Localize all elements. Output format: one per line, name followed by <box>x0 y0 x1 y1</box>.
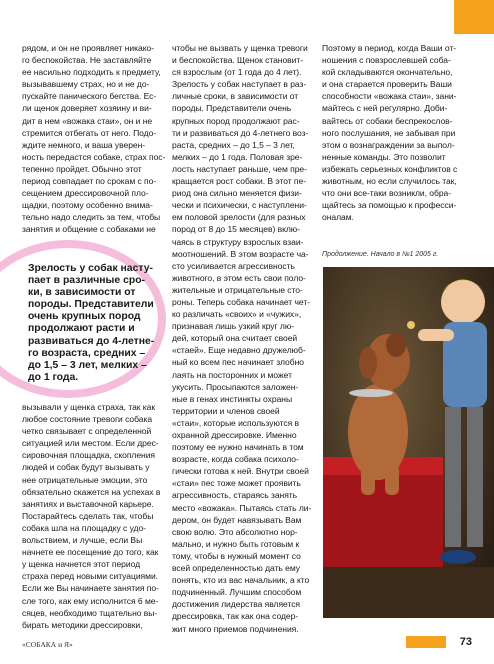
column-2-line: укусить. Просыпаются заложен- <box>172 381 299 392</box>
page-number-tab <box>406 636 446 648</box>
column-2-text <box>172 42 317 635</box>
column-2-line: дером, он будет навязывать Вам <box>172 514 302 525</box>
column-1-top-line: сещением дрессировочной пло- <box>22 188 149 199</box>
column-1-top-line: рядом, и он не проявляет никако- <box>22 43 154 53</box>
column-3-line: ношения с повзрослевшей соба- <box>322 55 451 66</box>
column-3-line: Поэтому в период, когда Ваши от- <box>322 43 457 53</box>
column-1-bottom-text <box>22 401 167 631</box>
column-3-line: майтесь с ней регулярно. Доби- <box>322 103 448 114</box>
column-3-line: и она старается проверить Ваши <box>322 79 452 90</box>
column-2-line: чаясь в структуру взрослых взаи- <box>172 236 304 247</box>
column-3-line: ненные команды. Это позволит <box>322 151 446 162</box>
column-1-bottom-line: Если же Вы начинаете занятия по- <box>22 583 159 594</box>
column-1-bottom-line: четко связывает с определенной <box>22 426 152 437</box>
column-2-line: ем половой зрелости (для разных <box>172 212 306 223</box>
column-3-line: вайтесь от собаки беспрекослов- <box>322 115 453 126</box>
column-2-line: признавая лишь узкий круг лю- <box>172 321 295 332</box>
pull-quote-line: породы. Представители <box>28 299 154 311</box>
column-2-line: и беспокойства. Щенок становит- <box>172 55 304 66</box>
column-3-text <box>322 42 490 223</box>
column-1-top-line: ли щенок доверяет хозяину и ви- <box>22 103 152 114</box>
column-2-line: территории и членов своей <box>172 405 280 416</box>
column-1-bottom-line: вольствием, и лучше, если Вы <box>22 535 143 546</box>
column-2-line: дрессировка, так как она содер- <box>172 611 299 622</box>
column-3-line: щайтесь за помощью к професси- <box>322 200 457 211</box>
column-2-line: пород от 8 до 15 месяцев) вклю- <box>172 224 300 235</box>
column-1-top-line: вызывавшему страх, но и не до- <box>22 79 150 90</box>
column-2-line: лость наступает раньше, чем пре- <box>172 163 307 174</box>
column-2-line: охранной дрессировке. Именно <box>172 430 297 440</box>
column-1-bottom-line: ситуацией или местом. Если дрес- <box>22 438 159 449</box>
column-2-line: мально, и нужно быть готовым к <box>172 538 300 549</box>
column-1-bottom-line: страха перед новыми ситуациями. <box>22 571 159 582</box>
column-1-bottom-line: вызывали у щенка страха, так как <box>22 402 156 412</box>
column-3-line: избежать серьезных конфликтов с <box>322 163 458 174</box>
column-1-top-line: ее насильно подходить к предмету, <box>22 67 161 78</box>
column-3-line: ного послушания, не забывая при <box>322 127 456 138</box>
column-2-line: чески и психически, с наступлени- <box>172 200 307 211</box>
column-2-line: гически готова к ней. Внутри своей <box>172 466 309 477</box>
column-2-line: риод она сильно меняется физи- <box>172 188 302 199</box>
column-3-line: этом о вознаграждении за выпол- <box>322 139 455 150</box>
column-2-line: «стаи», которые используются в <box>172 417 300 428</box>
column-1-top-line: ждите немного, и ваша уверен- <box>22 139 146 150</box>
pull-quote-line: до 1,5 – 3 лет, мелких – <box>28 359 147 371</box>
column-2-line: крупных пород продолжают рас- <box>172 115 300 126</box>
column-2-line: ные в генах инстинкты охраны <box>172 393 293 404</box>
column-2-line: Зрелость у собак наступает в раз- <box>172 79 307 90</box>
magazine-name: «СОБАКА и Я» <box>22 640 73 649</box>
column-1-bottom-line: сле того, как ему исполнится 6 ме- <box>22 595 159 606</box>
column-2-line: кращается рост собаки. В этот пе- <box>172 176 307 187</box>
column-1-bottom-line: занятиях и выставочной карьере. <box>22 498 154 509</box>
pull-quote-line: очень крупных пород <box>28 311 141 323</box>
column-1-top-line: тепенно пройдет. Обычно этот <box>22 163 142 174</box>
column-2-line: ся взрослым (от 1 года до 4 лет). <box>172 67 302 78</box>
pull-quote-line: ки, в зависимости от <box>28 287 136 299</box>
column-1-bottom-line: собака шла на площадку с удо- <box>22 522 146 533</box>
column-2-line: личные сроки, в зависимости от <box>172 91 299 102</box>
column-3-line: способности «вожака стаи», зани- <box>322 91 457 102</box>
column-1-bottom-line: людей и собак будут вызывать у <box>22 462 150 473</box>
column-2-line: жит много приемов подчинения. <box>172 623 299 634</box>
pull-quote-line: го возраста, средних – <box>28 347 146 359</box>
column-2-line: ный ко всем пес начинает злобно <box>172 357 304 368</box>
column-1-top-line: занятия и общение с собаками не <box>22 224 156 235</box>
column-1-top-line: го беспокойства. Не заставляйте <box>22 55 152 66</box>
column-2-line: мелких – до 1 года. Половая зре- <box>172 151 303 162</box>
column-1-bottom-line: любое состояние тревоги собака <box>22 414 153 425</box>
pull-quote <box>28 262 173 383</box>
column-2-line: ко различать «своих» и «чужих», <box>172 309 302 320</box>
column-2-line: возрасте, когда собака психоло- <box>172 454 299 465</box>
column-1-top-line: дит в нем «вожака стаи», он и не <box>22 115 153 126</box>
column-2-line: лаять на посторонних и может <box>172 369 292 380</box>
pull-quote-line: развиваться до 4-летне- <box>28 335 155 347</box>
column-1-bottom-line: сяцев, необходимо тщательно вы- <box>22 607 158 618</box>
column-1-top-line: тельно надо следить за тем, чтобы <box>22 212 161 223</box>
pull-quote-line: пает в различные сро- <box>28 275 145 287</box>
column-2-line: сто усиливается агрессивность <box>172 260 295 271</box>
column-3-line: животным, но если случилось так, <box>322 176 457 187</box>
photo-child-feeding-puppy <box>323 267 494 618</box>
column-2-line: роны. Теперь собака начинает чет- <box>172 296 310 307</box>
column-1-bottom-line: бирать методики дрессировки, <box>22 619 143 630</box>
pull-quote-line: до 1 года. <box>28 371 79 383</box>
column-2-line: раста, средних – до 1,5 – 3 лет, <box>172 139 295 150</box>
column-2-line: жительные и отрицательные сто- <box>172 284 303 295</box>
column-1-top-line: пускайте панического бегства. Ес- <box>22 91 157 102</box>
column-1-bottom-line: начнете ее посещение до того, как <box>22 547 159 558</box>
column-2-line: понять, кто из вас начальник, а кто <box>172 575 310 586</box>
continued-note: Продолжение. Начало в №1 2005 г. <box>322 251 439 258</box>
column-1-top-line: период совпадает по срокам с по- <box>22 176 157 187</box>
column-2-line: моотношений. В этом возрасте ча- <box>172 248 309 259</box>
column-2-line: свою волю. Это абсолютно нор- <box>172 526 298 537</box>
column-1-bottom-line: сировочная площадка, скопления <box>22 450 156 461</box>
column-2-line: всей определенностью дать ему <box>172 563 300 574</box>
column-1-bottom-line: у щенка начнется этот период <box>22 559 141 570</box>
column-2-line: подчиненный. Лучшим способом <box>172 587 302 598</box>
column-2-line: агрессивность, стараясь занять <box>172 490 298 501</box>
column-3-line: что они все-таки возникли, обра- <box>322 188 452 199</box>
column-2-line: животного, в этом есть свои поло- <box>172 272 306 283</box>
column-1-bottom-line: Постарайтесь сделать так, чтобы <box>22 510 154 521</box>
column-1-bottom-line: нее отрицательные эмоции, это <box>22 474 148 485</box>
pull-quote-line: продолжают расти и <box>28 323 135 335</box>
column-2-line: место «вожака». Пытаясь стать ли- <box>172 502 312 513</box>
column-3-line: оналам. <box>322 212 354 223</box>
column-1-top-text <box>22 42 167 236</box>
corner-color-tab <box>454 0 494 34</box>
column-2-line: достижения лидерства является <box>172 599 301 610</box>
column-1-top-line: стремится отбегать от него. Подо- <box>22 127 157 138</box>
column-2-line: «стаи» пес тоже может проявить <box>172 478 301 489</box>
column-1-top-line: ность передастся собаке, страх пос- <box>22 151 166 162</box>
column-2-line: породы. Представители очень <box>172 103 292 114</box>
pull-quote-line: Зрелость у собак насту- <box>28 263 153 274</box>
column-1-top-line: щадки, поэтому особенно внима- <box>22 200 153 211</box>
page-number: 73 <box>459 636 472 648</box>
column-2-line: дей, который она считает своей <box>172 333 298 344</box>
column-2-line: поэтому ее нужно начинать в том <box>172 442 304 453</box>
column-3-line: кой складываются окончательно, <box>322 67 453 78</box>
column-2-line: тому, чтобы в нужный момент со <box>172 550 301 561</box>
column-1-bottom-line: обязательно скажется на успехах в <box>22 486 161 497</box>
column-2-line: «стаей». Еще недавно дружелюб- <box>172 345 306 356</box>
column-2-line: ти и развиваться до 4-летнего воз- <box>172 127 309 138</box>
column-2-line: чтобы не вызвать у щенка тревоги <box>172 43 308 53</box>
